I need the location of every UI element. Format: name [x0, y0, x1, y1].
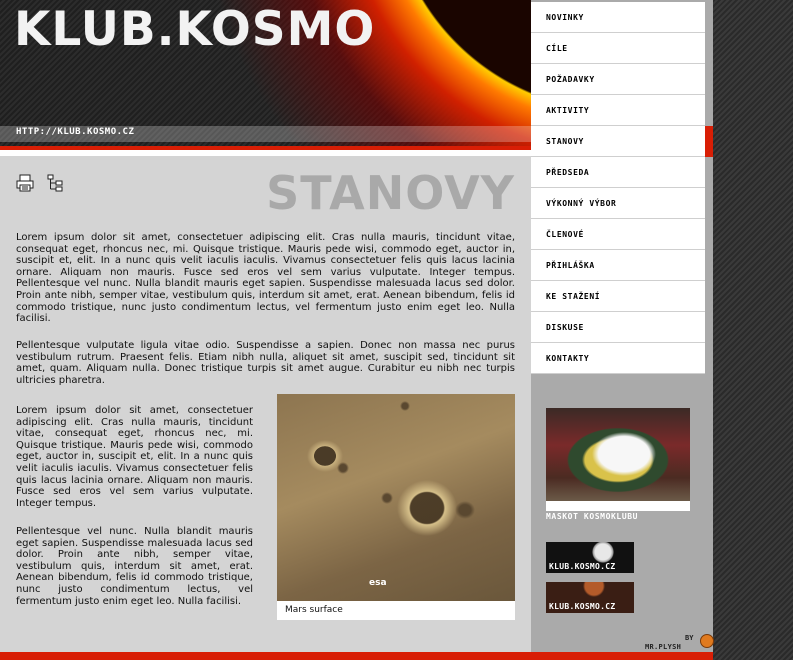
nav-item-stanovy[interactable]: STANOVY — [531, 126, 705, 157]
nav-item-novinky[interactable]: NOVINKY — [531, 2, 705, 33]
mascot-photo-border — [546, 501, 690, 511]
banner-label: KLUB.KOSMO.CZ — [549, 562, 616, 571]
print-icon[interactable] — [16, 174, 34, 192]
nav-item-kontakty[interactable]: KONTAKTY — [531, 343, 705, 374]
mascot-photo[interactable] — [546, 408, 690, 501]
mascot-caption: MASKOT KOSMOKLUBU — [546, 512, 639, 521]
main-content — [0, 156, 531, 652]
nav-item-pozadavky[interactable]: POŽADAVKY — [531, 64, 705, 95]
nav-item-cile[interactable]: CÍLE — [531, 33, 705, 64]
footer-bar — [0, 652, 713, 660]
url-bar — [0, 126, 531, 142]
mars-surface-image[interactable] — [277, 394, 515, 601]
content-paragraph: Lorem ipsum dolor sit amet, consectetuer adipiscing elit. Cras nulla mauris, tincidunt vitae, consequat eget, rhoncus nec, mi. Quisque tristique. Mauris pede wisi, commodo eget, auctor in, suscipit et, elit. In a nunc quis velit iaculis iaculis. Vivamus consectetuer felis quis lacus lacinia ornare. Aliquam non mauris. Fusce sed eros vel sem varius vulputate. Integer tempus. — [16, 405, 253, 509]
nav-item-vykonny-vybor[interactable]: VÝKONNÝ VÝBOR — [531, 188, 705, 219]
author-avatar-icon — [700, 634, 714, 648]
nav-item-prihlaska[interactable]: PŘIHLÁŠKA — [531, 250, 705, 281]
content-paragraph: Pellentesque vulputate ligula vitae odio. Suspendisse a sapien. Donec non massa nec purus vestibulum rutrum. Praesent felis. Etiam nibh nulla, aliquet sit amet, suscipit sed, tincidunt sit amet, quam. Aliquam nulla. Donec tristique turpis sit amet augue. Curabitur eu nibh nec turpis ultricies pharetra. — [16, 340, 515, 386]
nav-item-ke-stazeni[interactable]: KE STAŽENÍ — [531, 281, 705, 312]
nav-item-clenove[interactable]: ČLENOVÉ — [531, 219, 705, 250]
content-paragraph: Lorem ipsum dolor sit amet, consectetuer adipiscing elit. Cras nulla mauris, tincidunt vitae, consequat eget, rhoncus nec, mi. Quisque tristique. Mauris pede wisi, commodo eget, auctor in, suscipit et, elit. In a nunc quis velit iaculis iaculis. Vivamus consectetuer felis quis lacus lacinia ornare. Aliquam non mauris. Fusce sed eros vel sem varius vulputate. Integer tempus. Pellentesque vel nunc. Nulla blandit mauris eget sapien. Suspendisse malesuada lacus sed dolor. Proin ante nibh, semper vitae, vestibulum quis, interdum sit amet, erat. Aenean bibendum, felis id commodo tristique, nunc justo condimentum lectus, vel fermentum justo enim eget leo. Nulla facilisi. — [16, 232, 515, 325]
image-caption: Mars surface — [285, 605, 343, 615]
credit-name[interactable]: MR.PLYSH — [645, 643, 682, 651]
main-nav — [531, 2, 705, 374]
sitemap-icon[interactable] — [47, 174, 65, 192]
mars-figure — [277, 394, 515, 620]
content-paragraph: Pellentesque vel nunc. Nulla blandit mauris eget sapien. Suspendisse malesuada lacus sed dolor. Proin ante nibh, semper vitae, vestibulum quis, interdum sit amet, erat. Aenean bibendum, felis id commodo tristique, nunc justo condimentum lectus, vel fermentum justo enim eget leo. Nulla facilisi. — [16, 526, 253, 607]
credit-by: BY — [685, 634, 694, 642]
banner-label: KLUB.KOSMO.CZ — [549, 602, 616, 611]
esa-logo: esa — [369, 578, 387, 588]
site-title[interactable]: KLUB.KOSMO — [14, 2, 376, 57]
link-banner[interactable] — [546, 582, 634, 613]
page-title: STANOVY — [266, 166, 515, 220]
sidebar — [531, 0, 713, 652]
link-banner[interactable] — [546, 542, 634, 573]
nav-item-predseda[interactable]: PŘEDSEDA — [531, 157, 705, 188]
nav-item-aktivity[interactable]: AKTIVITY — [531, 95, 705, 126]
site-url[interactable]: HTTP://KLUB.KOSMO.CZ — [16, 127, 135, 137]
tool-icons — [16, 174, 73, 193]
header-banner — [0, 0, 531, 150]
nav-item-diskuse[interactable]: DISKUSE — [531, 312, 705, 343]
